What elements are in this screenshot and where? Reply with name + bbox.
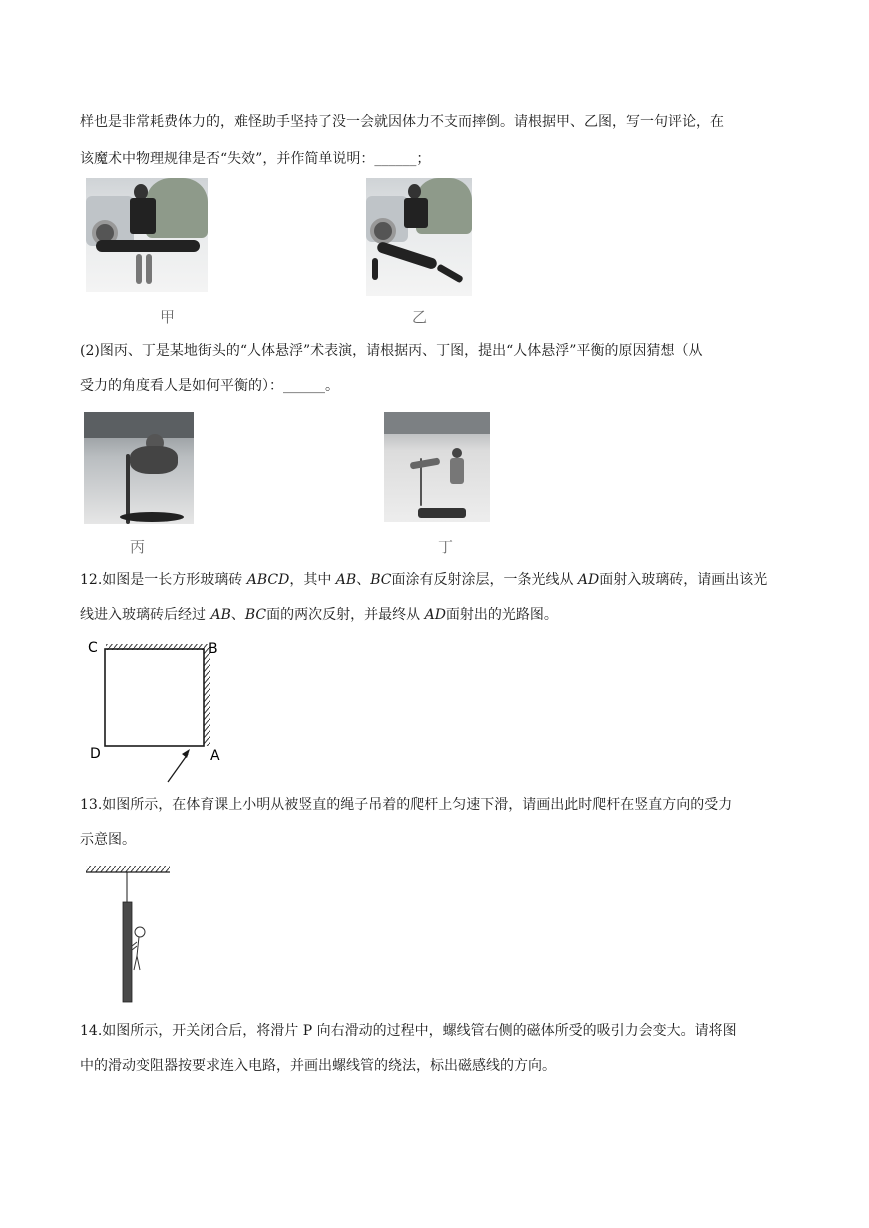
corner-label-a: A — [210, 748, 220, 764]
brick-outline — [105, 649, 204, 746]
q11-text-line-1: 样也是非常耗费体力的，难怪助手坚持了没一会就因体力不支而摔倒。请根据甲、乙图，写一句评论，在 — [80, 114, 724, 130]
photo-yi — [366, 178, 472, 296]
q14-text-line-2: 中的滑动变阻器按要求连入电路，并画出螺线管的绕法，标出磁感线的方向。 — [80, 1058, 556, 1074]
boy-head-icon — [135, 927, 145, 937]
q12-text-line-1: 12.如图是一长方形玻璃砖 ABCD，其中 AB、BC面涂有反射涂层，一条光线从 AD面射入玻璃砖，请画出该光 — [80, 572, 768, 588]
ceiling-hatch — [86, 866, 170, 872]
corner-label-b: B — [208, 641, 218, 657]
q14-text-line-1: 14.如图所示，开关闭合后，将滑片 P 向右滑动的过程中，螺线管右侧的磁体所受的吸引力会变大。请将图 — [80, 1023, 737, 1039]
q11-part2-line-1: (2)图丙、丁是某地街头的“人体悬浮”术表演，请根据丙、丁图，提出“人体悬浮”平衡的原因猜想（从 — [80, 343, 703, 359]
caption-ding: 丁 — [438, 538, 454, 556]
photo-ding — [384, 412, 490, 522]
q11-part2-line-2: 受力的角度看人是如何平衡的）：______。 — [80, 378, 339, 394]
q13-text-line-1: 13.如图所示，在体育课上小明从被竖直的绳子吊着的爬杆上匀速下滑，请画出此时爬杆在竖直方向的受力 — [80, 797, 733, 813]
corner-label-d: D — [90, 746, 101, 762]
q13-text-line-2: 示意图。 — [80, 832, 136, 848]
ab-reflective-coating — [204, 644, 210, 746]
glass-brick-diagram — [84, 636, 234, 786]
photo-jia — [86, 178, 208, 292]
photo-bing — [84, 412, 194, 524]
caption-bing: 丙 — [130, 538, 146, 556]
incident-ray — [168, 754, 188, 782]
caption-yi: 乙 — [412, 308, 428, 326]
q11-text-line-2: 该魔术中物理规律是否“失效”，并作简单说明：______； — [80, 151, 431, 167]
arrow-head-icon — [182, 749, 190, 758]
climbing-pole-diagram — [84, 862, 184, 1008]
corner-label-c: C — [88, 640, 98, 656]
climbing-pole — [123, 902, 132, 1002]
q12-text-line-2: 线进入玻璃砖后经过 AB、BC面的两次反射，并最终从 AD面射出的光路图。 — [80, 607, 558, 623]
caption-jia: 甲 — [160, 308, 176, 326]
boy-figure-icon — [132, 937, 140, 970]
